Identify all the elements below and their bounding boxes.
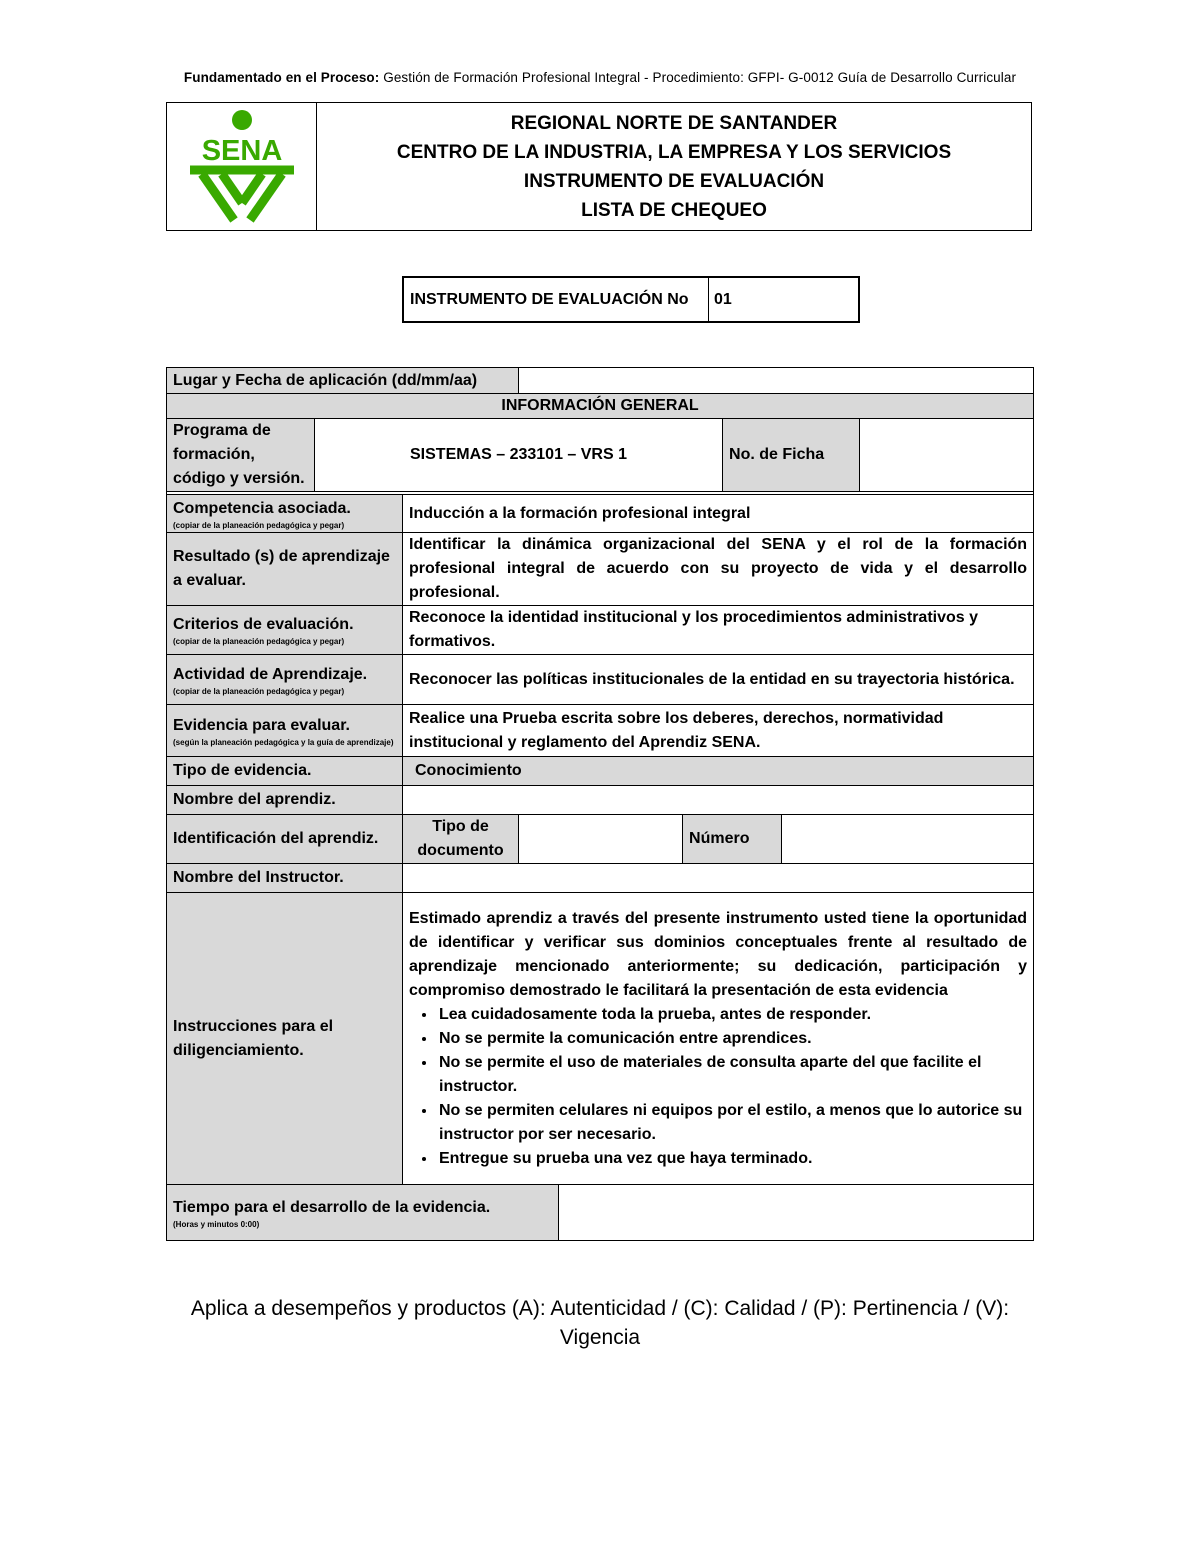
criterios-label: Criterios de evaluación. — [173, 616, 354, 633]
tipo-documento-field[interactable] — [519, 815, 683, 864]
numero-label: Número — [683, 815, 782, 864]
resultado-value[interactable]: Identificar la dinámica organizacional del SENA y el rol de la formación profesional integral de acuerdo con su proyecto de vida y el desarrollo profesional. — [403, 533, 1034, 606]
competencia-label-cell — [167, 495, 403, 533]
numero-field[interactable] — [782, 815, 1034, 864]
instruccion-item: • Lea cuidadosamente toda la prueba, antes de responder. — [437, 1003, 1027, 1027]
evidencia-value[interactable]: Realice una Prueba escrita sobre los deberes, derechos, normatividad institucional y reglamento del Aprendiz SENA. — [403, 705, 1034, 757]
criterios-note: (copiar de la planeación pedagógica y pegar) — [173, 637, 345, 646]
logo-text: SENA — [201, 134, 282, 167]
ficha-field[interactable] — [860, 419, 1034, 492]
evaluation-table — [166, 367, 1034, 1241]
logo-cell — [167, 103, 317, 230]
footer-note — [0, 1294, 1200, 1352]
criterios-value[interactable]: Reconoce la identidad institucional y los procedimientos administrativos y formativos. — [403, 606, 1034, 655]
ficha-label: No. de Ficha — [723, 419, 860, 492]
instruccion-item: • No se permite el uso de materiales de consulta aparte del que facilite el instructor. — [437, 1051, 1027, 1099]
resultado-label: Resultado (s) de aprendizaje a evaluar. — [167, 533, 403, 606]
instrument-number-value[interactable]: 01 — [714, 290, 732, 308]
actividad-label: Actividad de Aprendizaje. — [173, 665, 368, 683]
tipo-documento-label: Tipo de documento — [403, 815, 519, 864]
sena-logo — [182, 108, 302, 226]
nombre-instructor-field[interactable] — [403, 864, 1034, 893]
footer-line-1: Aplica a desempeños y productos (A): Autenticidad / (C): Calidad / (P): Pertinencia / (V): — [190, 1297, 1010, 1320]
header-instrumento: INSTRUMENTO DE EVALUACIÓN — [523, 170, 825, 192]
evidencia-label: Evidencia para evaluar. — [173, 716, 350, 734]
instruccion-item: • No se permiten celulares ni equipos por el estilo, a menos que lo autorice su instructor por ser necesario. — [437, 1099, 1027, 1147]
tiempo-label-cell — [167, 1185, 559, 1241]
actividad-note: (copiar de la planeación pedagógica y pegar) — [173, 686, 345, 696]
header-lista: LISTA DE CHEQUEO — [581, 199, 767, 221]
instrument-number-box — [402, 276, 860, 323]
lugar-fecha-label: Lugar y Fecha de aplicación (dd/mm/aa) — [167, 368, 519, 394]
competencia-note: (copiar de la planeación pedagógica y pegar) — [173, 520, 345, 530]
tiempo-field[interactable] — [559, 1185, 1034, 1241]
evidencia-note: (según la planeación pedagógica y la guía de aprendizaje) — [173, 737, 394, 747]
programa-value[interactable]: SISTEMAS – 233101 – VRS 1 — [315, 419, 723, 492]
actividad-label-cell — [167, 655, 403, 705]
process-reference-note — [0, 70, 1200, 85]
header-titles — [317, 103, 1031, 230]
nombre-instructor-label: Nombre del Instructor. — [167, 864, 403, 893]
header-regional: REGIONAL NORTE DE SANTANDER — [510, 112, 838, 134]
nombre-aprendiz-field[interactable] — [403, 786, 1034, 815]
instrument-number-label: INSTRUMENTO DE EVALUACIÓN No — [404, 278, 709, 321]
process-reference-text: Gestión de Formación Profesional Integral - Procedimiento: GFPI- G-0012 Guía de Desarrollo Curricular — [379, 70, 1017, 85]
header-centro: CENTRO DE LA INDUSTRIA, LA EMPRESA Y LOS SERVICIOS — [396, 141, 952, 163]
instrucciones-intro: Estimado aprendiz a través del presente instrumento usted tiene la oportunidad de identificar y verificar sus dominios conceptuales frente al resultado de aprendizaje mencionado anteriormente; su dedicación, participación y compromiso demostrado le facilitará la presentación de esta evidencia — [409, 909, 1028, 999]
instrucciones-list — [409, 1003, 1027, 1171]
tipo-evidencia-label: Tipo de evidencia. — [167, 757, 403, 786]
instrucciones-cell — [403, 893, 1034, 1185]
instruccion-item: • Entregue su prueba una vez que haya terminado. — [437, 1147, 1027, 1171]
competencia-label: Competencia asociada. — [173, 499, 351, 517]
info-general-heading: INFORMACIÓN GENERAL — [167, 394, 1034, 419]
identificacion-label: Identificación del aprendiz. — [167, 815, 403, 864]
criterios-label-cell — [167, 606, 403, 655]
competencia-value[interactable]: Inducción a la formación profesional integral — [403, 495, 1034, 533]
document-header — [166, 102, 1032, 231]
lugar-fecha-field[interactable] — [519, 368, 1034, 394]
evidencia-label-cell — [167, 705, 403, 757]
tiempo-label: Tiempo para el desarrollo de la evidencia. — [173, 1198, 491, 1216]
tiempo-note: (Horas y minutos 0:00) — [173, 1219, 260, 1229]
actividad-value[interactable]: Reconocer las políticas institucionales de la entidad en su trayectoria histórica. — [403, 655, 1034, 705]
footer-line-2: Vigencia — [559, 1326, 641, 1349]
programa-label: Programa de formación, código y versión. — [167, 419, 315, 492]
process-reference-bold: Fundamentado en el Proceso: — [183, 70, 380, 85]
instrucciones-label: Instrucciones para el diligenciamiento. — [167, 893, 403, 1185]
tipo-evidencia-value[interactable]: Conocimiento — [403, 757, 1034, 786]
nombre-aprendiz-label: Nombre del aprendiz. — [167, 786, 403, 815]
instruccion-item: • No se permite la comunicación entre aprendices. — [437, 1027, 1027, 1051]
